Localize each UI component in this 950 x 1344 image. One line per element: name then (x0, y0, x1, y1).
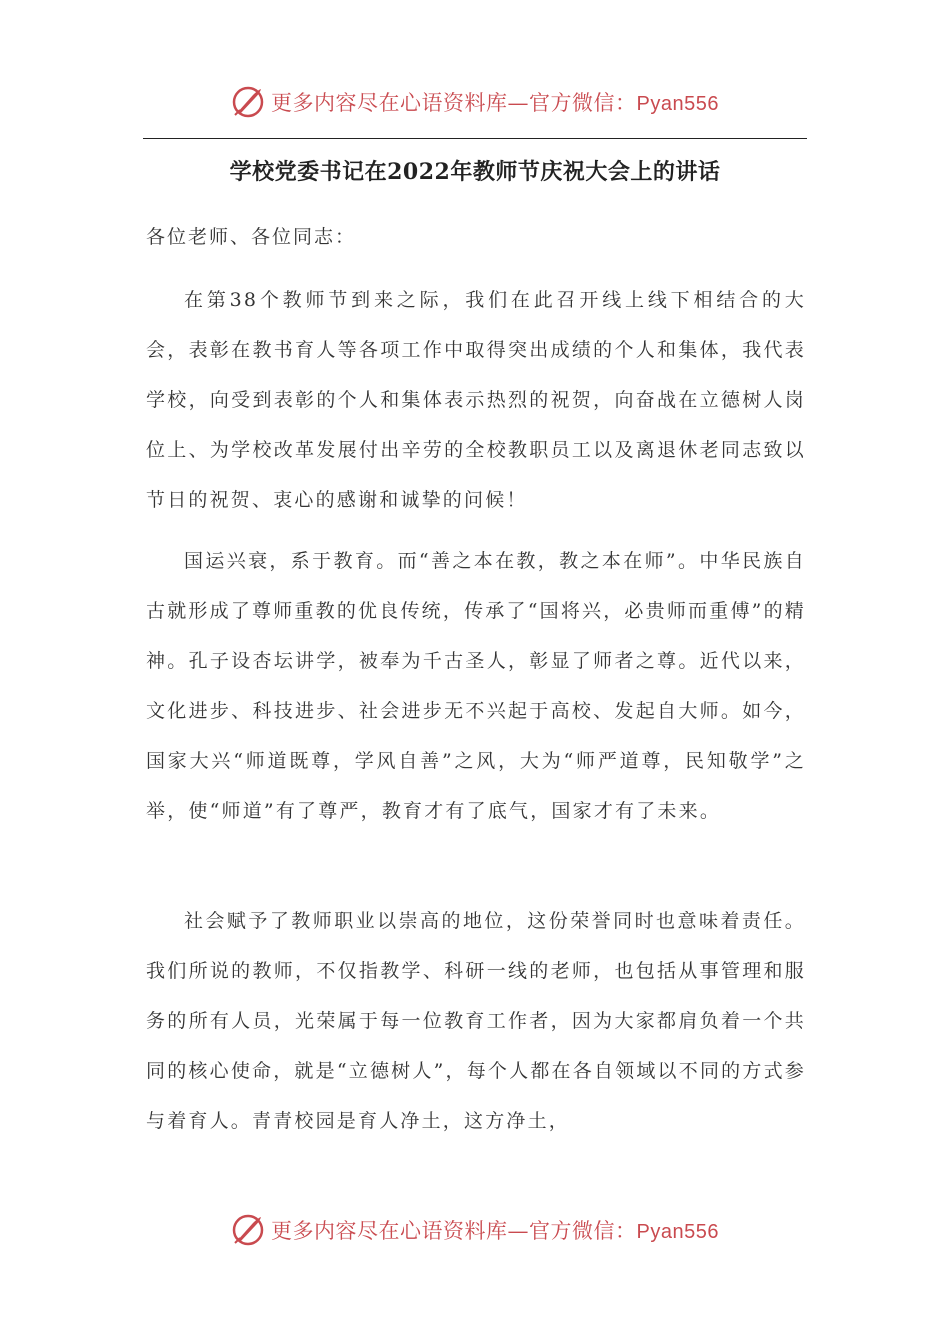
paragraph-2: 国运兴衰，系于教育。而“善之本在教，教之本在师”。中华民族自古就形成了尊师重教的优良传统，传承了“国将兴，必贵师而重傅”的精神。孔子设杏坛讲学，被奉为千古圣人，彰显了师者之尊。近代以来，文化进步、科技进步、社会进步无不兴起于高校、发起自大师。如今，国家大兴“师道既尊，学风自善”之风，大为“师严道尊，民知敬学”之举，使“师道”有了尊严，教育才有了底气，国家才有了未来。 (146, 550, 806, 822)
wechat-handle: Pyan556 (636, 1221, 719, 1243)
wechat-handle: Pyan556 (636, 93, 719, 115)
footer-banner (0, 1210, 950, 1250)
document-title: 学校党委书记在2022年教师节庆祝大会上的讲话 (229, 159, 721, 185)
quill-pen-logo-icon (231, 85, 265, 119)
quill-pen-logo-icon (231, 1213, 265, 1247)
footer-banner-text: 更多内容尽在心语资料库—官方微信：Pyan556 (271, 1219, 719, 1243)
header-banner (0, 82, 950, 122)
header-divider (143, 138, 807, 139)
paragraph-1: 在第38个教师节到来之际，我们在此召开线上线下相结合的大会，表彰在教书育人等各项工作中取得突出成绩的个人和集体，我代表学校，向受到表彰的个人和集体表示热烈的祝贺，向奋战在立德树人岗位上、为学校改革发展付出辛劳的全校教职员工以及离退休老同志致以节日的祝贺、衷心的感谢和诚挚的问候！ (146, 289, 806, 511)
paragraph-3: 社会赋予了教师职业以崇高的地位，这份荣誉同时也意味着责任。我们所说的教师，不仅指教学、科研一线的老师，也包括从事管理和服务的所有人员，光荣属于每一位教育工作者，因为大家都肩负着一个共同的核心使命，就是“立德树人”，每个人都在各自领域以不同的方式参与着育人。青青校园是育人净土，这方净土， (146, 910, 806, 1132)
header-banner-text: 更多内容尽在心语资料库—官方微信：Pyan556 (271, 91, 719, 115)
salutation: 各位老师、各位同志： (146, 226, 357, 248)
